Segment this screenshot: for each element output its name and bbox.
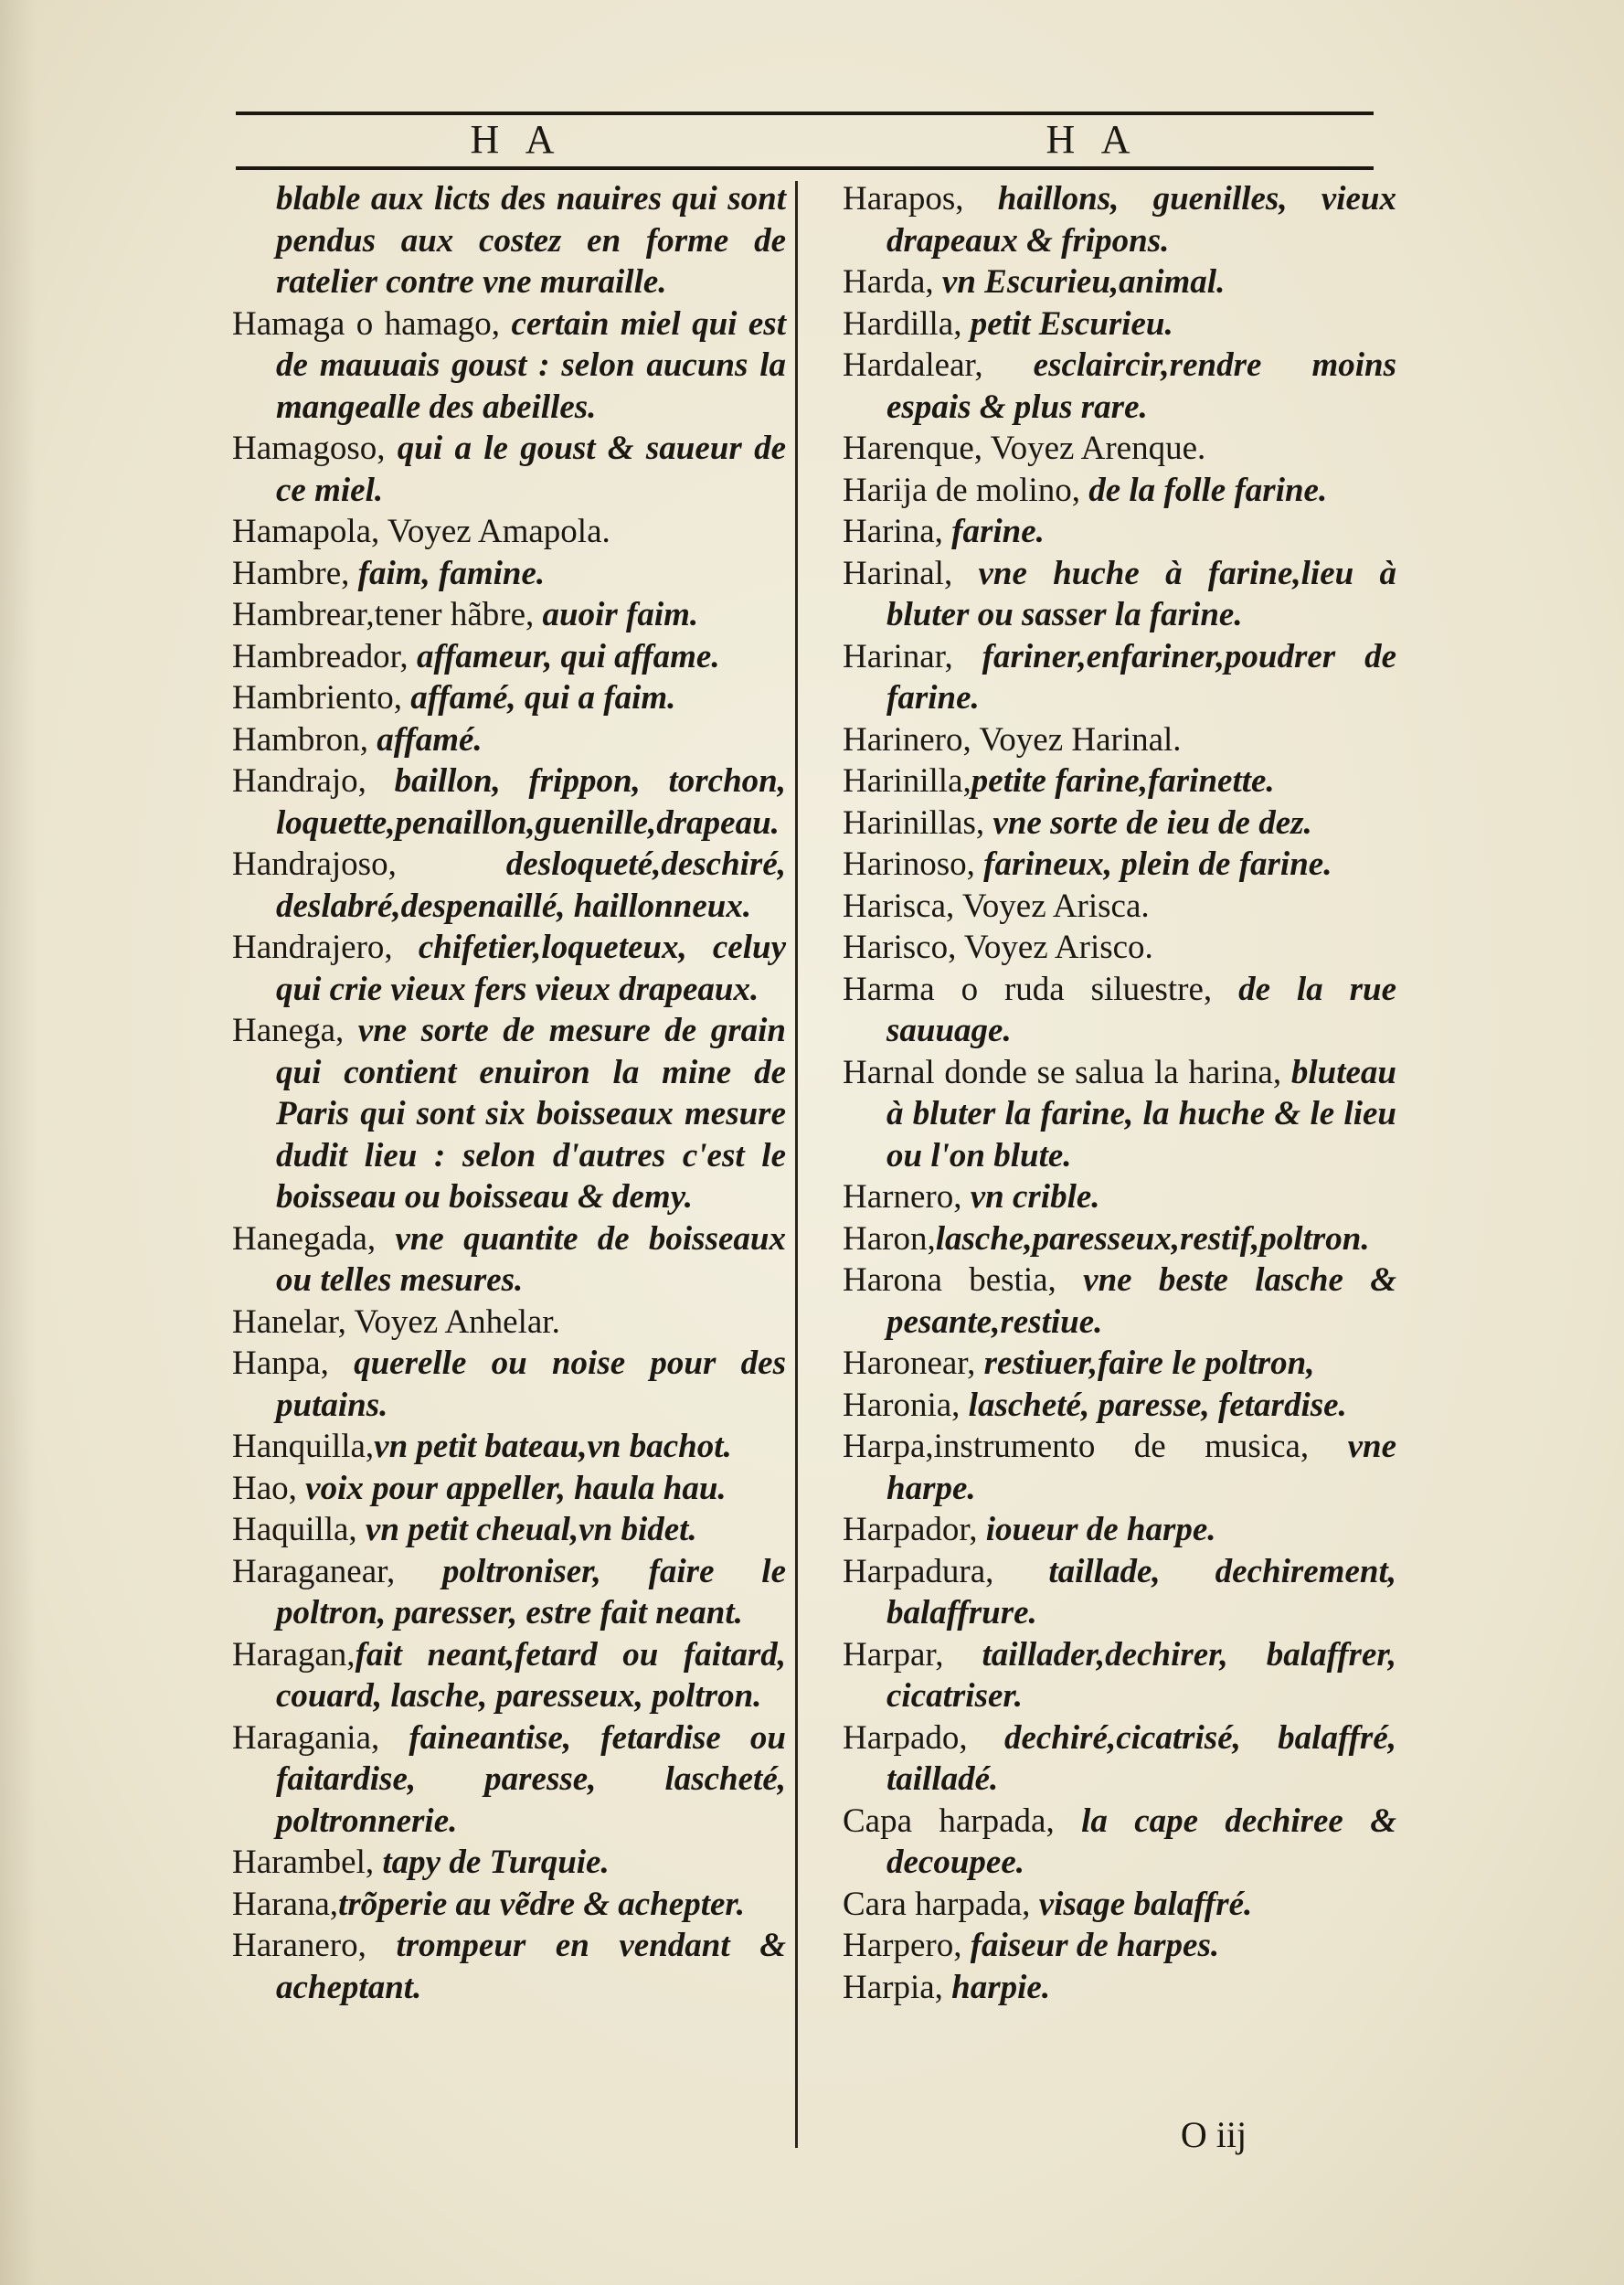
dictionary-entry (232, 927, 786, 1010)
entry-headword: Harapos, (843, 180, 998, 218)
entry-headword: Hanquilla, (232, 1428, 375, 1465)
entry-headword: Hanelar, Voyez Anhelar. (232, 1302, 560, 1341)
entry-gloss: fariner,enfariner,poudrer de farine. (886, 637, 1396, 717)
dictionary-entry (232, 1010, 786, 1218)
dictionary-entry (843, 1967, 1396, 2009)
entry-headword: Hao, (232, 1469, 306, 1507)
entry-gloss: ioueur de harpe. (985, 1511, 1216, 1548)
dictionary-entry (232, 553, 786, 595)
running-head-right: H A (1046, 117, 1140, 162)
entry-headword: Harpero, (843, 1927, 971, 1964)
dictionary-entry (843, 345, 1396, 428)
entry-headword: Harda, (843, 263, 942, 301)
dictionary-entry (843, 636, 1396, 719)
entry-gloss: faiseur de harpes. (970, 1927, 1220, 1964)
entry-headword: Harpia, (843, 1968, 952, 2006)
dictionary-entry (843, 303, 1396, 345)
dictionary-entry (843, 1634, 1396, 1717)
entry-headword: Haquilla, (232, 1511, 366, 1548)
entry-gloss: blable aux licts des nauires qui sont pendus aux costez en forme de ratelier contre vne muraille. (276, 180, 786, 301)
entry-gloss: auoir faim. (542, 596, 699, 633)
entry-headword: Harnero, (843, 1178, 971, 1216)
entry-headword: Hardalear, (843, 346, 1034, 384)
entry-headword: Harisco, Voyez Arisco. (843, 929, 1153, 966)
entry-headword: Harpado, (843, 1718, 1004, 1757)
entry-gloss: taillader,dechirer, balaffrer, cicatriser. (886, 1635, 1396, 1715)
entry-headword: Harenque, Voyez Arenque. (843, 430, 1206, 467)
entry-gloss: lascheté, paresse, fetardise. (968, 1386, 1347, 1424)
entry-gloss: faim, famine. (357, 554, 546, 592)
entry-gloss: la cape dechiree & decoupee. (886, 1801, 1396, 1881)
entry-gloss: visage balaffré. (1038, 1885, 1253, 1923)
entry-headword: Haragania, (232, 1718, 409, 1757)
entry-headword: Haron, (843, 1219, 936, 1258)
entry-headword: Harija de molino, (843, 471, 1089, 509)
dictionary-entry (843, 178, 1396, 261)
entry-headword: Hardilla, (843, 304, 971, 343)
entry-gloss: poltroniser, faire le poltron, paresser, estre fait neant. (276, 1552, 786, 1631)
entry-headword: Harpar, (843, 1635, 982, 1674)
dictionary-entry (232, 1218, 786, 1302)
dictionary-entry (843, 553, 1396, 636)
right-column (843, 178, 1396, 2008)
entry-headword: Haraganear, (232, 1552, 443, 1590)
entry-gloss: vn petit cheual,vn bidet. (365, 1511, 697, 1548)
dictionary-entry (232, 1717, 786, 1843)
entry-headword: Haronear, (843, 1344, 984, 1382)
entry-gloss: petite farine,farinette. (971, 762, 1275, 800)
entry-gloss: vne harpe. (886, 1428, 1396, 1507)
dictionary-entry (232, 844, 786, 927)
dictionary-entry (843, 927, 1396, 969)
entry-headword: Harona bestia, (843, 1261, 1084, 1299)
dictionary-entry (843, 1385, 1396, 1427)
dictionary-entry (232, 1925, 786, 2008)
dictionary-entry (232, 760, 786, 844)
entry-headword: Haranero, (232, 1927, 397, 1964)
column-divider (795, 181, 798, 2148)
dictionary-entry (232, 1426, 786, 1468)
entry-gloss: vne sorte de ieu de dez. (992, 803, 1312, 842)
entry-gloss: vne sorte de mesure de grain qui contient enuiron la mine de Paris qui sont six boisseaux mesure dudit lieu : selon d'autres c'est le boisseau ou boisseau & demy. (276, 1012, 786, 1216)
entry-gloss: voix pour appeller, haula hau. (305, 1469, 727, 1507)
entry-headword: Harinero, Voyez Harinal. (843, 720, 1182, 759)
entry-headword: Harinillas, (843, 803, 993, 842)
entry-headword: Handrajo, (232, 762, 395, 800)
dictionary-entry (232, 178, 786, 303)
dictionary-entry (843, 886, 1396, 928)
dictionary-entry (232, 303, 786, 429)
signature-mark: O iij (1180, 2114, 1247, 2155)
dictionary-entry (232, 1634, 786, 1717)
dictionary-entry (843, 1426, 1396, 1509)
dictionary-entry (843, 511, 1396, 553)
entry-headword: Harisca, Voyez Arisca. (843, 887, 1150, 925)
entry-headword: Harinoso, (843, 845, 984, 883)
entry-gloss: trõperie au vẽdre & achepter. (338, 1885, 746, 1923)
entry-headword: Hanpa, (232, 1344, 355, 1382)
dictionary-entry (232, 1302, 786, 1344)
dictionary-entry (232, 636, 786, 678)
entry-headword: Harinar, (843, 637, 982, 675)
dictionary-entry (232, 719, 786, 761)
dictionary-entry (843, 844, 1396, 886)
entry-headword: Harinilla, (843, 762, 971, 800)
entry-gloss: certain miel qui est de mauuais goust : selon aucuns la mangealle des abeilles. (276, 304, 786, 426)
entry-gloss: chifetier,loqueteux, celuy qui crie vieux fers vieux drapeaux. (276, 929, 786, 1008)
entry-gloss: lasche,paresseux,restif,poltron. (935, 1219, 1370, 1258)
entry-headword: Handrajoso, (232, 845, 506, 883)
entry-gloss: dechiré,cicatrisé, balaffré, tailladé. (886, 1718, 1396, 1798)
dictionary-entry (843, 261, 1396, 303)
entry-gloss: querelle ou noise pour des putains. (276, 1344, 786, 1424)
dictionary-entry (843, 802, 1396, 845)
entry-headword: Hambre, (232, 554, 358, 592)
entry-headword: Hambreador, (232, 637, 417, 675)
entry-headword: Harina, (843, 513, 952, 550)
entry-headword: Harana, (232, 1885, 339, 1923)
entry-headword: Harinal, (843, 554, 979, 592)
entry-gloss: vne huche à farine,lieu à bluter ou sasser la farine. (886, 554, 1396, 633)
dictionary-entry (232, 1842, 786, 1884)
entry-gloss: affameur, qui affame. (416, 637, 720, 675)
entry-gloss: baillon, frippon, torchon, loquette,penaillon,guenille,drapeau. (276, 762, 786, 842)
entry-headword: Haragan, (232, 1635, 356, 1674)
entry-gloss: farineux, plein de farine. (983, 845, 1332, 883)
dictionary-entry (843, 470, 1396, 512)
entry-gloss: affamé, qui a faim. (410, 679, 676, 717)
entry-headword: Hambriento, (232, 679, 411, 717)
entry-gloss: esclaircir,rendre moins espais & plus rare. (886, 346, 1396, 426)
dictionary-entry (232, 1551, 786, 1634)
dictionary-entry (843, 1801, 1396, 1884)
entry-headword: Harambel, (232, 1844, 383, 1881)
entry-gloss: trompeur en vendant & acheptant. (276, 1927, 786, 2006)
entry-gloss: taillade, dechirement, balaffrure. (886, 1552, 1396, 1631)
entry-gloss: vn Escurieu,animal. (941, 263, 1226, 301)
entry-headword: Harpador, (843, 1511, 986, 1548)
entry-headword: Harpa,instrumento de musica, (843, 1428, 1348, 1465)
entry-headword: Harma o ruda siluestre, (843, 970, 1239, 1008)
entry-headword: Hamagoso, (232, 430, 398, 467)
entry-gloss: vn petit bateau,vn bachot. (374, 1428, 732, 1465)
dictionary-entry (232, 511, 786, 553)
dictionary-entry (843, 1884, 1396, 1926)
dictionary-entry (843, 1343, 1396, 1385)
left-column (232, 178, 786, 2008)
dictionary-entry (232, 677, 786, 719)
entry-gloss: faineantise, fetardise ou faitardise, paresse, lascheté, poltronnerie. (276, 1718, 786, 1840)
header-rule-bottom (236, 166, 1374, 170)
entry-headword: Handrajero, (232, 929, 419, 966)
entry-gloss: tapy de Turquie. (382, 1844, 610, 1881)
entry-headword: Hamapola, Voyez Amapola. (232, 513, 610, 550)
dictionary-entry (232, 1509, 786, 1551)
entry-headword: Hanegada, (232, 1219, 396, 1258)
entry-gloss: bluteau à bluter la farine, la huche & le lieu ou l'on blute. (886, 1053, 1396, 1174)
entry-gloss: affamé. (377, 720, 483, 759)
entry-headword: Hamaga o hamago, (232, 304, 512, 343)
dictionary-entry (843, 760, 1396, 802)
dictionary-entry (843, 969, 1396, 1052)
entry-gloss: vne beste lasche & pesante,restiue. (886, 1261, 1396, 1341)
dictionary-entry (232, 1884, 786, 1926)
dictionary-entry (843, 1259, 1396, 1343)
entry-headword: Cara harpada, (843, 1885, 1039, 1923)
dictionary-entry (843, 1218, 1396, 1260)
dictionary-entry (232, 594, 786, 636)
entry-gloss: harpie. (951, 1968, 1051, 2006)
entry-gloss: farine. (951, 513, 1045, 550)
dictionary-entry (232, 1343, 786, 1426)
running-head-left: H A (470, 117, 564, 162)
entry-gloss: vn crible. (970, 1178, 1100, 1216)
entry-gloss: restiuer,faire le poltron, (983, 1344, 1315, 1382)
dictionary-entry (232, 428, 786, 511)
entry-headword: Harnal donde se salua la harina, (843, 1053, 1291, 1091)
dictionary-entry (232, 1468, 786, 1510)
entry-gloss: de la rue sauuage. (886, 970, 1396, 1049)
entry-gloss: qui a le goust & saueur de ce miel. (276, 430, 786, 509)
entry-headword: Hanega, (232, 1012, 358, 1049)
dictionary-entry (843, 1551, 1396, 1634)
entry-headword: Hambron, (232, 720, 377, 759)
dictionary-entry (843, 1509, 1396, 1551)
dictionary-entry (843, 428, 1396, 470)
entry-headword: Hambrear,tener hãbre, (232, 596, 543, 633)
entry-headword: Harpadura, (843, 1552, 1049, 1590)
entry-headword: Capa harpada, (843, 1801, 1082, 1840)
entry-gloss: fait neant,fetard ou faitard, couard, lasche, paresseux, poltron. (276, 1635, 786, 1715)
entry-gloss: desloqueté,deschiré, deslabré,despenaillé, haillonneux. (276, 845, 786, 925)
entry-gloss: petit Escurieu. (970, 304, 1173, 343)
dictionary-entry (843, 1052, 1396, 1177)
dictionary-entry (843, 1176, 1396, 1218)
entry-headword: Haronia, (843, 1386, 969, 1424)
entry-gloss: de la folle farine. (1088, 471, 1328, 509)
dictionary-entry (843, 1925, 1396, 1967)
entry-gloss: vne quantite de boisseaux ou telles mesures. (276, 1219, 786, 1299)
dictionary-entry (843, 1717, 1396, 1801)
entry-gloss: haillons, guenilles, vieux drapeaux & fripons. (886, 180, 1396, 260)
dictionary-entry (843, 719, 1396, 761)
